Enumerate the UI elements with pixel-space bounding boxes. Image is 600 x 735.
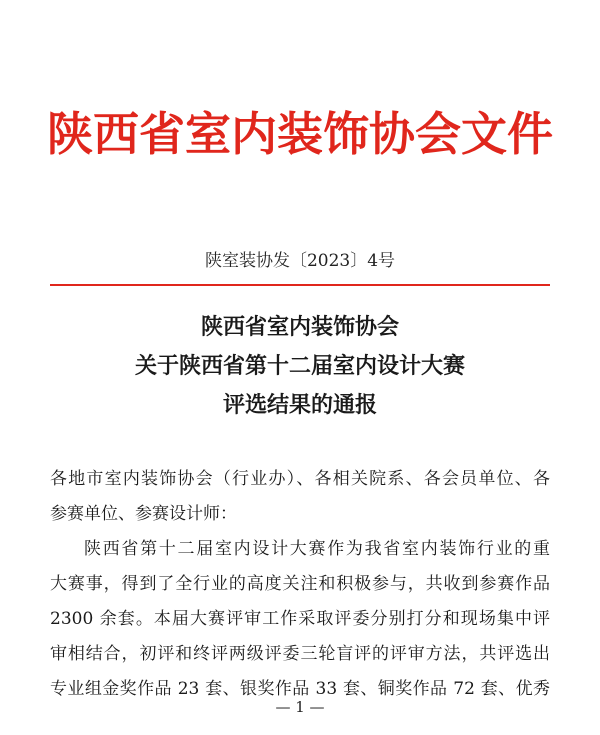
paragraph-line-4: 审相结合，初评和终评两级评委三轮盲评的评审方法，共评选出 (50, 644, 550, 664)
paragraph-line-5: 专业组金奖作品 23 套、银奖作品 33 套、铜奖作品 72 套、优秀 (50, 679, 550, 699)
paragraph-line-1: 陕西省第十二届室内设计大赛作为我省室内装饰行业的重 (84, 539, 550, 559)
document-masthead: 陕西省室内装饰协会文件 (47, 107, 553, 161)
notice-title-line-1: 陕西省室内装饰协会 (200, 314, 399, 340)
document-number: 陕室装协发〔2023〕4号 (204, 251, 396, 271)
salutation-line-2: 参赛单位、参赛设计师： (50, 504, 237, 524)
paragraph-line-3: 2300 余套。本届大赛评审工作采取评委分别打分和现场集中评 (50, 609, 550, 629)
salutation-line-1: 各地市室内装饰协会（行业办）、各相关院系、各会员单位、各 (50, 469, 550, 489)
notice-title-line-3: 评选结果的通报 (222, 392, 377, 418)
paragraph-line-2: 大赛事，得到了全行业的高度关注和积极参与，共收到参赛作品 (50, 574, 550, 594)
red-divider-line (50, 284, 550, 286)
notice-title-line-2: 关于陕西省第十二届室内设计大赛 (134, 353, 465, 379)
page-number: — 1 — (275, 698, 325, 716)
